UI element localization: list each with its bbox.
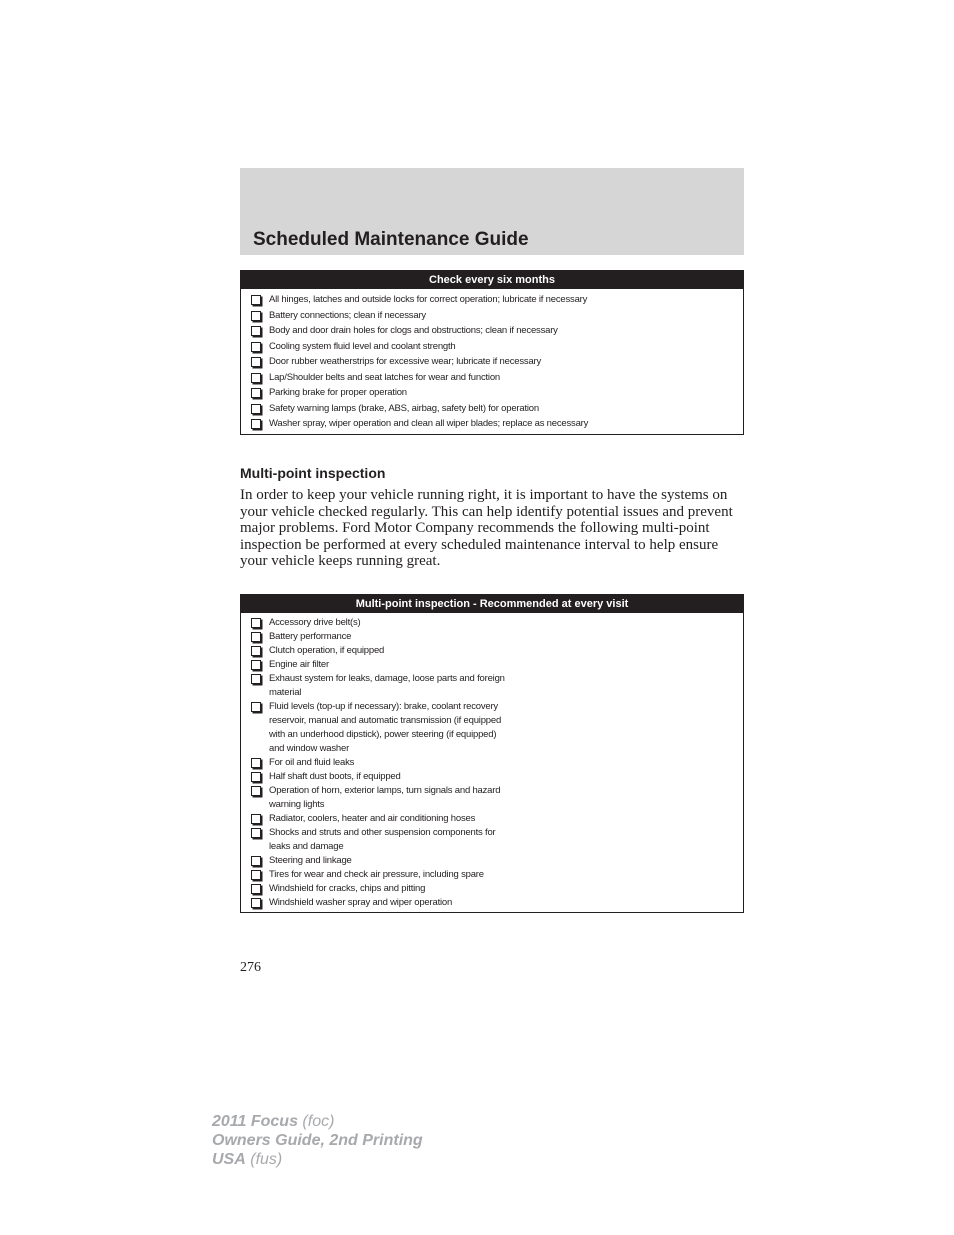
checklist-item xyxy=(241,812,743,826)
checklist-item-text: Exhaust system for leaks, damage, loose parts and foreign material xyxy=(269,673,505,698)
checklist-item-text: Lap/Shoulder belts and seat latches for wear and function xyxy=(269,371,501,383)
checklist-item xyxy=(241,784,743,812)
checkbox-icon[interactable] xyxy=(251,828,261,838)
checklist-item xyxy=(241,896,743,910)
checklist-item xyxy=(241,672,743,700)
checklist-item-text: All hinges, latches and outside locks for correct operation; lubricate if necessary xyxy=(269,294,588,305)
checkbox-icon[interactable] xyxy=(251,758,261,768)
header-band xyxy=(240,168,744,255)
checklist-item xyxy=(241,308,743,324)
checkbox-icon[interactable] xyxy=(251,295,261,305)
six-month-checklist xyxy=(240,270,744,435)
checklist-item xyxy=(241,323,743,339)
footer-model: 2011 Focus xyxy=(212,1113,298,1130)
checkbox-icon[interactable] xyxy=(251,618,261,628)
checklist-item xyxy=(241,385,743,401)
checklist-item xyxy=(241,292,743,308)
checklist-item xyxy=(241,700,743,756)
checkbox-icon[interactable] xyxy=(251,884,261,894)
footer-model-code: (foc) xyxy=(302,1113,335,1130)
checkbox-icon[interactable] xyxy=(251,856,261,866)
checklist-item-text: Washer spray, wiper operation and clean all wiper blades; replace as necessary xyxy=(269,418,589,429)
footer-guide: Owners Guide, 2nd Printing xyxy=(212,1132,423,1149)
checklist-item xyxy=(241,658,743,672)
six-month-checklist-heading: Check every six months xyxy=(241,271,743,289)
checklist-item xyxy=(241,868,743,882)
checklist-item-text: Clutch operation, if equipped xyxy=(269,645,385,656)
checklist-item xyxy=(241,354,743,370)
multipoint-paragraph: In order to keep your vehicle running right, it is important to have the systems on your vehicle checked regularly. This can help identify potential issues and prevent major problems. Ford Motor Company recommends the following multi-point inspection be performed at every scheduled maintenance interval to help ensure your vehicle keeps running great. xyxy=(240,487,733,569)
checkbox-icon[interactable] xyxy=(251,898,261,908)
checklist-item xyxy=(241,882,743,896)
checkbox-icon[interactable] xyxy=(251,419,261,429)
checklist-item-text: Shocks and struts and other suspension components for leaks and damage xyxy=(269,827,496,852)
checkbox-icon[interactable] xyxy=(251,674,261,684)
multipoint-section-heading: Multi-point inspection xyxy=(240,465,386,481)
checklist-item xyxy=(241,370,743,386)
six-month-checklist-items xyxy=(241,289,743,434)
checklist-item xyxy=(241,416,743,432)
checkbox-icon[interactable] xyxy=(251,786,261,796)
checkbox-icon[interactable] xyxy=(251,772,261,782)
checklist-item xyxy=(241,854,743,868)
checkbox-icon[interactable] xyxy=(251,311,261,321)
checklist-item-text: Windshield washer spray and wiper operation xyxy=(269,897,453,908)
checkbox-icon[interactable] xyxy=(251,870,261,880)
checklist-item-text: Cooling system fluid level and coolant strength xyxy=(269,340,456,352)
checklist-item-text: Steering and linkage xyxy=(269,855,352,866)
checklist-item-text: Parking brake for proper operation xyxy=(269,387,407,398)
multipoint-checklist-items xyxy=(241,613,743,912)
checkbox-icon[interactable] xyxy=(251,342,261,352)
checklist-item-text: Accessory drive belt(s) xyxy=(269,617,361,628)
multipoint-checklist xyxy=(240,594,744,913)
checklist-item xyxy=(241,644,743,658)
checklist-item xyxy=(241,756,743,770)
checklist-item-text: Body and door drain holes for clogs and obstructions; clean if necessary xyxy=(269,325,558,336)
checkbox-icon[interactable] xyxy=(251,404,261,414)
checklist-item-text: Tires for wear and check air pressure, including spare xyxy=(269,869,484,880)
footer-region-code: (fus) xyxy=(250,1151,283,1168)
checkbox-icon[interactable] xyxy=(251,702,261,712)
checklist-item xyxy=(241,339,743,355)
checklist-item-text: Operation of horn, exterior lamps, turn signals and hazard warning lights xyxy=(269,785,501,810)
checklist-item-text: Door rubber weatherstrips for excessive wear; lubricate if necessary xyxy=(269,356,542,367)
checklist-item xyxy=(241,616,743,630)
checklist-item-text: Windshield for cracks, chips and pitting xyxy=(269,883,426,894)
checklist-item-text: Battery connections; clean if necessary xyxy=(269,309,426,321)
checklist-item-text: Half shaft dust boots, if equipped xyxy=(269,771,401,782)
checklist-item-text: Fluid levels (top-up if necessary): brake, coolant recovery reservoir, manual and automatic transmission (if equipped with an underhood dipstick), power steering (if equipped) and window washer xyxy=(269,701,502,754)
checklist-item-text: Battery performance xyxy=(269,631,352,642)
checkbox-icon[interactable] xyxy=(251,660,261,670)
checklist-item-text: For oil and fluid leaks xyxy=(269,757,355,768)
checklist-item xyxy=(241,770,743,784)
checklist-item-text: Safety warning lamps (brake, ABS, airbag, safety belt) for operation xyxy=(269,402,539,414)
checklist-item-text: Engine air filter xyxy=(269,659,329,670)
checkbox-icon[interactable] xyxy=(251,814,261,824)
checklist-item xyxy=(241,401,743,417)
checkbox-icon[interactable] xyxy=(251,632,261,642)
page-number: 276 xyxy=(240,960,261,975)
checklist-item-text: Radiator, coolers, heater and air conditioning hoses xyxy=(269,813,476,824)
checkbox-icon[interactable] xyxy=(251,373,261,383)
checklist-item xyxy=(241,630,743,644)
checkbox-icon[interactable] xyxy=(251,388,261,398)
checkbox-icon[interactable] xyxy=(251,646,261,656)
footer xyxy=(212,1112,423,1169)
checkbox-icon[interactable] xyxy=(251,326,261,336)
footer-region: USA xyxy=(212,1151,246,1168)
checkbox-icon[interactable] xyxy=(251,357,261,367)
checklist-item xyxy=(241,826,743,854)
multipoint-checklist-heading: Multi-point inspection - Recommended at every visit xyxy=(241,595,743,613)
page-title: Scheduled Maintenance Guide xyxy=(253,229,529,250)
